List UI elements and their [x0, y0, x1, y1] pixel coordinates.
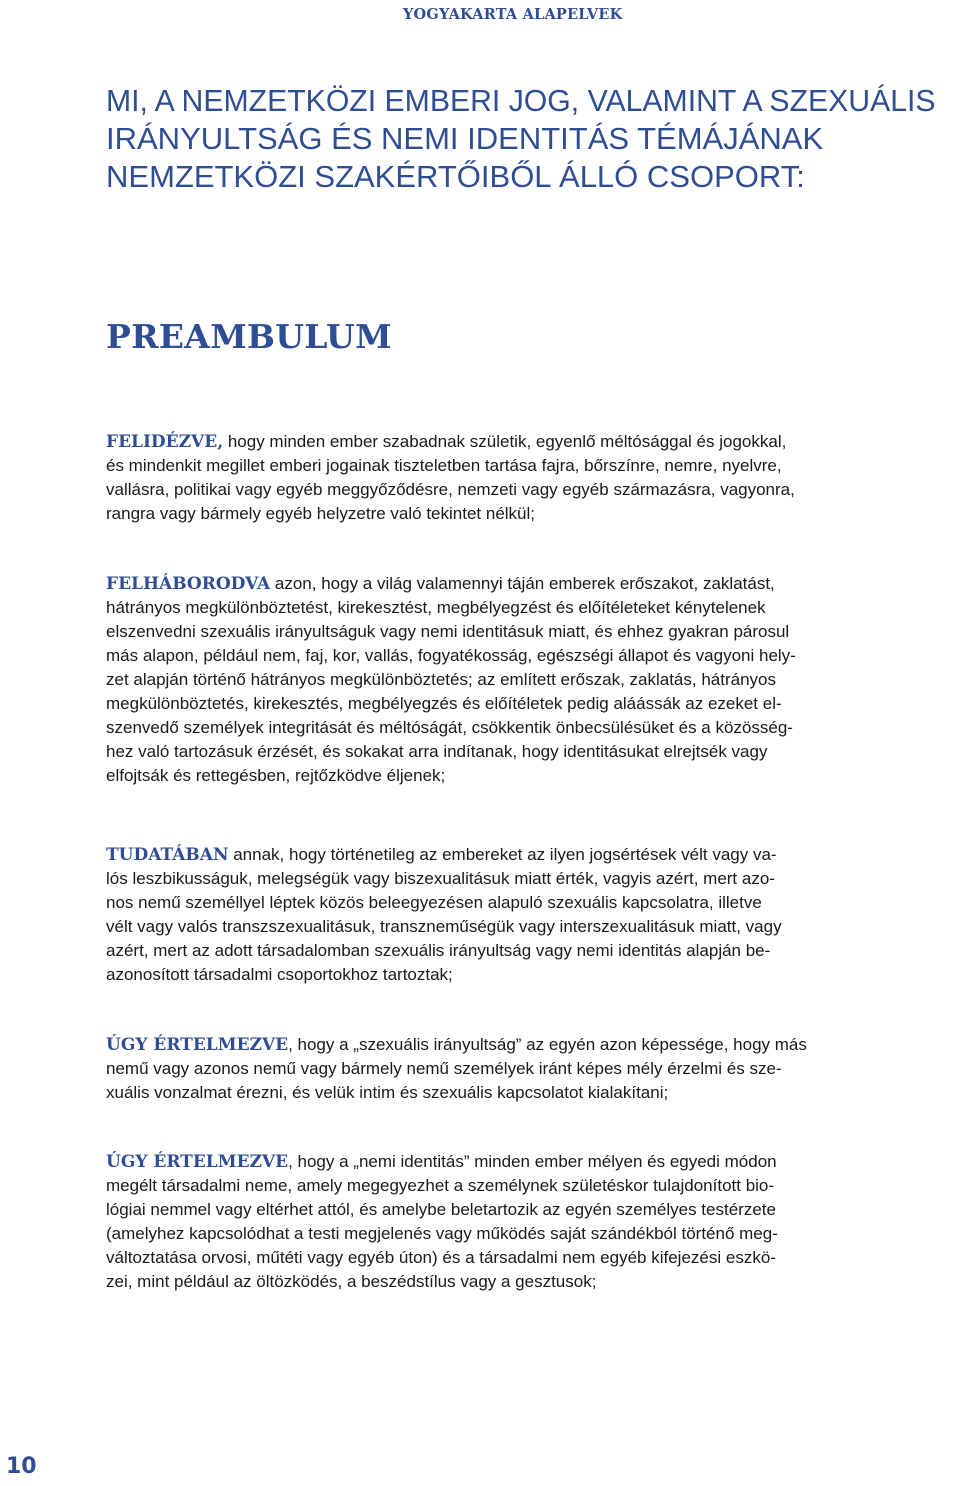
title-line: MI, A NEMZETKÖZI EMBERI JOG, VALAMINT A SZEXUÁLIS	[106, 83, 936, 118]
paragraph-line	[106, 1033, 960, 1057]
paragraph-keyword: ÚGY ÉRTELMEZVE	[106, 1035, 289, 1055]
paragraph-line: zei, mint például az öltözködés, a beszédstílus vagy a gesztusok;	[106, 1272, 597, 1291]
paragraph-line: vélt vagy valós transzszexualitásuk, transzneműségük vagy interszexualitásuk miatt, vagy	[106, 917, 782, 936]
paragraph-keyword: TUDATÁBAN	[106, 845, 229, 865]
paragraph-line: azért, mert az adott társadalomban szexuális irányultság vagy nemi identitás alapján be-	[106, 941, 771, 960]
page-number: 10	[6, 1454, 37, 1479]
paragraph-line	[106, 1150, 960, 1174]
paragraph-line: zet alapján történő hátrányos megkülönböztetés; az említett erőszak, zaklatás, hátrányos	[106, 670, 776, 689]
section-title: PREAMBULUM	[106, 317, 392, 356]
line-text: annak, hogy történetileg az embereket az ilyen jogsértések vélt vagy va-	[228, 845, 777, 864]
paragraph-line: megélt társadalmi neme, amely megegyezhet a személynek születéskor tulajdonított bio-	[106, 1176, 775, 1195]
paragraph-line	[106, 430, 960, 454]
paragraph-line: azonosított társadalmi csoportokhoz tartoztak;	[106, 965, 453, 984]
paragraph-line: xuális vonzalmat érezni, és velük intim és szexuális kapcsolatot kialakítani;	[106, 1083, 669, 1102]
line-text: , hogy a „nemi identitás” minden ember mélyen és egyedi módon	[288, 1152, 777, 1171]
paragraph-felidezve	[106, 430, 960, 526]
paragraph-line: (amelyhez kapcsolódhat a testi megjelenés vagy működés saját szándékból történő meg-	[106, 1224, 778, 1243]
paragraph-line: nemű vagy azonos nemű vagy bármely nemű személyek iránt képes mély érzelmi és sze-	[106, 1059, 782, 1078]
line-text: hogy minden ember szabadnak születik, egyenlő méltósággal és jogokkal,	[223, 432, 787, 451]
document-title	[106, 82, 936, 196]
paragraph-keyword: FELIDÉZVE,	[106, 432, 224, 452]
paragraph-keyword: ÚGY ÉRTELMEZVE	[106, 1152, 289, 1172]
paragraph-line: változtatása orvosi, műtéti vagy egyéb úton) és a társadalmi nem egyéb kifejezési eszkö-	[106, 1248, 776, 1267]
running-header: YOGYAKARTA ALAPELVEK	[403, 6, 623, 23]
title-line: NEMZETKÖZI SZAKÉRTŐIBŐL ÁLLÓ CSOPORT:	[106, 159, 805, 194]
line-text: , hogy a „szexuális irányultság” az egyén azon képessége, hogy más	[288, 1035, 807, 1054]
paragraph-line	[106, 572, 960, 596]
paragraph-line: nos nemű személlyel léptek közös beleegyezésen alapuló szexuális kapcsolatra, illetve	[106, 893, 762, 912]
paragraph-line: más alapon, például nem, faj, kor, vallás, fogyatékosság, egészségi állapot és vagyoni hely-	[106, 646, 796, 665]
title-line: IRÁNYULTSÁG ÉS NEMI IDENTITÁS TÉMÁJÁNAK	[106, 121, 824, 156]
paragraph-ugy-ertelmezve-1	[106, 1033, 960, 1105]
paragraph-line: megkülönböztetés, kirekesztés, megbélyegzés és előítéletek pedig aláássák az ezeket el-	[106, 694, 782, 713]
paragraph-line: rangra vagy bármely egyéb helyzetre való tekintet nélkül;	[106, 504, 536, 523]
line-text: azon, hogy a világ valamennyi táján emberek erőszakot, zaklatást,	[270, 574, 775, 593]
paragraph-line: lógiai nemmel vagy eltérhet attól, és amelybe beletartozik az egyén személyes testérzete	[106, 1200, 776, 1219]
paragraph-line	[106, 843, 960, 867]
paragraph-ugy-ertelmezve-2	[106, 1150, 960, 1294]
paragraph-keyword: FELHÁBORODVA	[106, 574, 271, 594]
paragraph-line: szenvedő személyek integritását és méltóságát, csökkentik önbecsülésüket és a közösség-	[106, 718, 793, 737]
paragraph-line: hez való tartozásuk érzését, és sokakat arra indítanak, hogy identitásukat elrejtsék vagy	[106, 742, 768, 761]
paragraph-line: hátrányos megkülönböztetést, kirekesztést, megbélyegzést és előítéleteket kénytelenek	[106, 598, 766, 617]
paragraph-line: és mindenkit megillet emberi jogainak tiszteletben tartása fajra, bőrszínre, nemre, nyelvre,	[106, 456, 782, 475]
paragraph-line: elfojtsák és rettegésben, rejtőzködve éljenek;	[106, 766, 446, 785]
paragraph-line: vallásra, politikai vagy egyéb meggyőződésre, nemzeti vagy egyéb származásra, vagyonra,	[106, 480, 795, 499]
paragraph-line: elszenvedni szexuális irányultságuk vagy nemi identitásuk miatt, és ehhez gyakran párosul	[106, 622, 790, 641]
paragraph-tudataban	[106, 843, 960, 987]
paragraph-line: lós leszbikusságuk, melegségük vagy biszexualitásuk miatt érték, vagyis azért, mert azo-	[106, 869, 775, 888]
paragraph-felhaborodva	[106, 572, 960, 788]
